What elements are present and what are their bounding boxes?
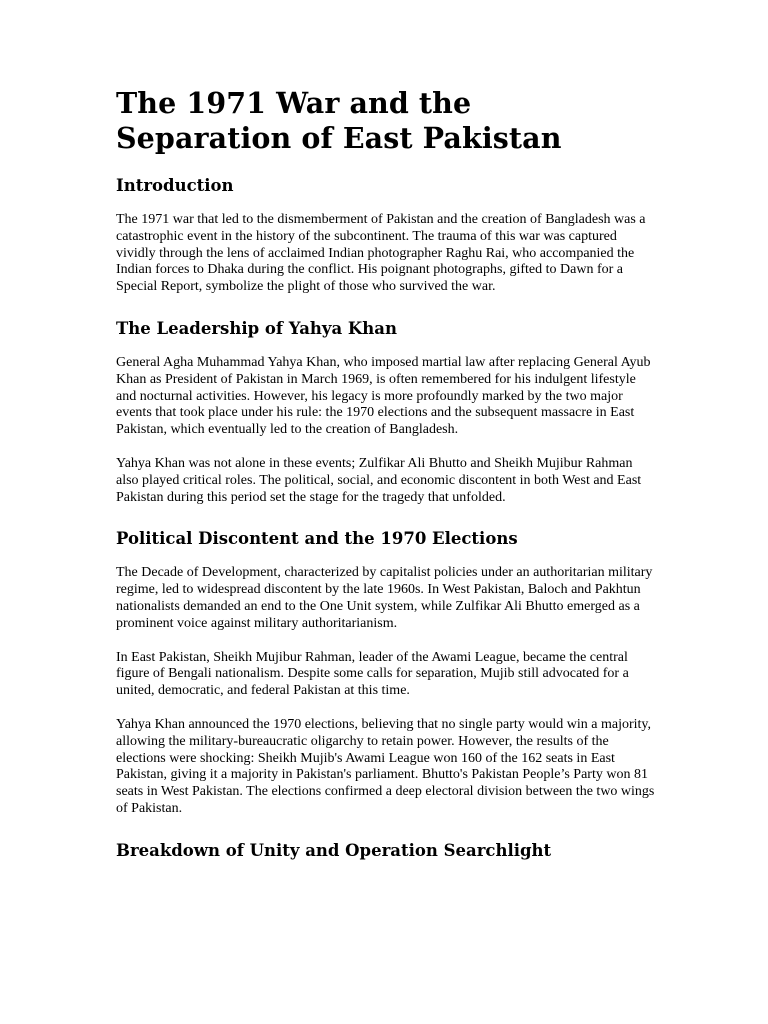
section-political-discontent <box>116 529 656 817</box>
section-heading: Breakdown of Unity and Operation Searchlight <box>116 840 552 860</box>
paragraph: In East Pakistan, Sheikh Mujibur Rahman, leader of the Awami League, became the central figure of Bengali nationalism. Despite some calls for separation, Mujib still advocated for a united, democratic, and federal Pakistan at this time. <box>116 649 629 699</box>
section-introduction <box>116 176 656 296</box>
document-page <box>116 86 656 877</box>
section-leadership-yahya-khan <box>116 319 656 506</box>
section-breakdown-of-unity <box>116 841 656 861</box>
page-title: The 1971 War and the Separation of East Pakistan <box>116 86 562 155</box>
paragraph: Yahya Khan was not alone in these events; Zulfikar Ali Bhutto and Sheikh Mujibur Rahman also played critical roles. The political, social, and economic discontent in both West and East Pakistan during this period set the stage for the tragedy that unfolded. <box>116 455 642 505</box>
section-heading: Political Discontent and the 1970 Elections <box>116 529 518 549</box>
paragraph: Yahya Khan announced the 1970 elections, believing that no single party would win a majority, allowing the military-bureaucratic oligarchy to retain power. However, the results of the elections were shocking: Sheikh Mujib's Awami League won 160 of the 162 seats in East Pakistan, giving it a majority in Pakistan's parliament. Bhutto's Pakistan People’s Party won 81 seats in West Pakistan. The elections confirmed a deep electoral division between the two wings of Pakistan. <box>116 716 655 816</box>
section-heading: Introduction <box>116 176 234 195</box>
paragraph: The 1971 war that led to the dismemberment of Pakistan and the creation of Bangladesh was a catastrophic event in the history of the subcontinent. The trauma of this war was captured vividly through the lens of acclaimed Indian photographer Raghu Rai, who accompanied the Indian forces to Dhaka during the conflict. His poignant photographs, gifted to Dawn for a Special Report, symbolize the plight of those who survived the war. <box>116 212 646 295</box>
paragraph: The Decade of Development, characterized by capitalist policies under an authoritarian military regime, led to widespread discontent by the late 1960s. In West Pakistan, Baloch and Pakhtun nationalists demanded an end to the One Unit system, while Zulfikar Ali Bhutto emerged as a prominent voice against military authoritarianism. <box>116 565 653 631</box>
paragraph: General Agha Muhammad Yahya Khan, who imposed martial law after replacing General Ayub Khan as President of Pakistan in March 1969, is often remembered for his indulgent lifestyle and nocturnal activities. However, his legacy is more profoundly marked by the two major events that took place under his rule: the 1970 elections and the subsequent massacre in East Pakistan, which eventually led to the creation of Bangladesh. <box>116 354 651 438</box>
section-heading: The Leadership of Yahya Khan <box>116 318 397 338</box>
